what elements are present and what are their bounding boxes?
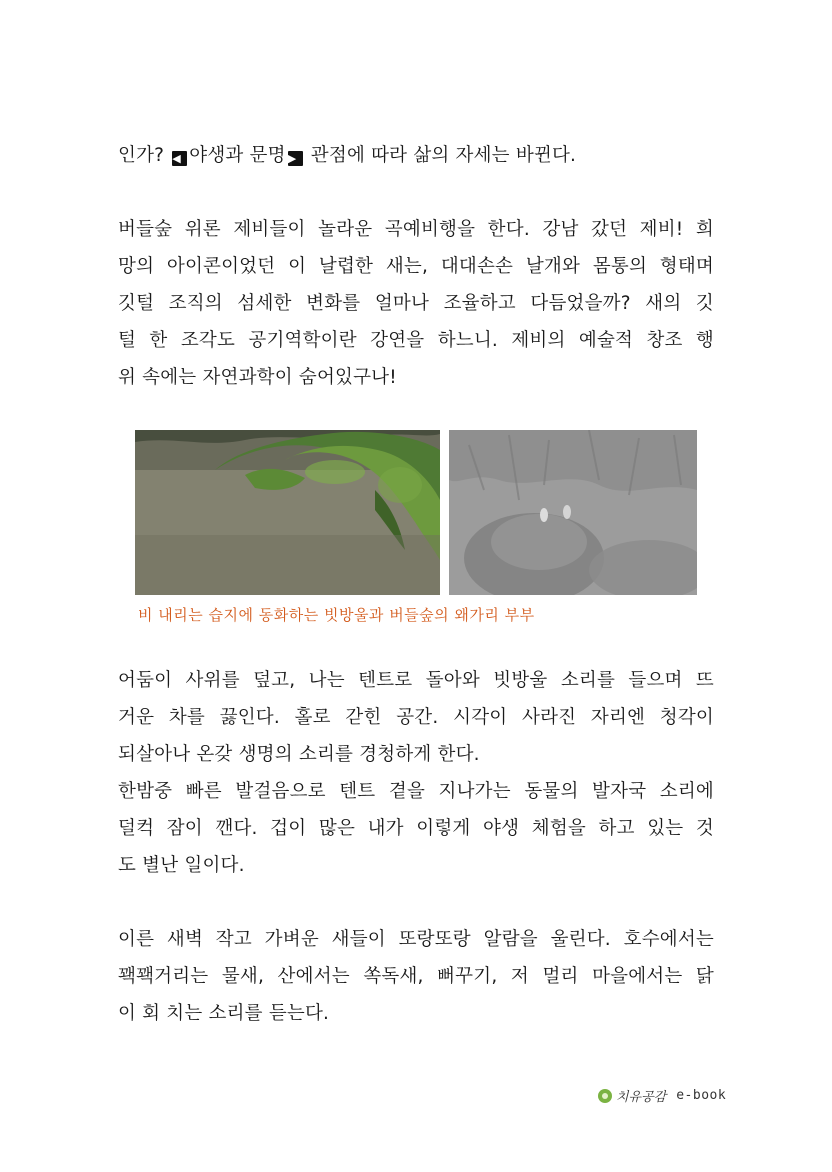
left-arrow-icon: ◀ (172, 151, 187, 166)
paragraph-line: 덜컥 잠이 깬다. 겁이 많은 내가 이렇게 야생 체험을 하고 있는 것 (118, 818, 714, 839)
paragraph-line: 한밤중 빠른 발걸음으로 텐트 곁을 지나가는 동물의 발자국 소리에 (118, 781, 714, 802)
paragraph-line: 꽥꽥거리는 물새, 산에서는 쏙독새, 뻐꾸기, 저 멀리 마을에서는 닭 (118, 966, 714, 987)
leaf-logo-icon (598, 1089, 612, 1103)
text-before: 인가? (118, 145, 165, 166)
text-emphasis: 야생과 문명 (189, 145, 286, 166)
paragraph-line: 위 속에는 자연과학이 숨어있구나! (118, 367, 397, 388)
paragraph-line: 버들숲 위론 제비들이 놀라운 곡예비행을 한다. 강남 갔던 제비! 희 (118, 219, 714, 240)
footer-ebook-label: e-book (676, 1088, 727, 1103)
paragraph-line: 깃털 조직의 섬세한 변화를 얼마나 조율하고 다듬었을까? 새의 깃 (118, 293, 714, 314)
paragraph-line: 도 별난 일이다. (118, 855, 245, 876)
paragraph-line: 이른 새벽 작고 가벼운 새들이 또랑또랑 알람을 울린다. 호수에서는 (118, 929, 714, 950)
paragraph-night-tent (118, 662, 714, 884)
page-footer (598, 1086, 726, 1105)
wetland-illustration (135, 430, 440, 595)
paragraph-line: 어둠이 사위를 덮고, 나는 텐트로 돌아와 빗방울 소리를 들으며 뜨 (118, 670, 714, 691)
text-after: 관점에 따라 삶의 자세는 바뀐다. (310, 145, 577, 166)
footer-brand: 치유공감 (616, 1090, 667, 1105)
photo-heron-couple-willow (449, 430, 697, 595)
paragraph-line: 이 회 치는 소리를 듣는다. (118, 1003, 330, 1024)
paragraph-swallows (118, 211, 714, 396)
figure-caption: 비 내리는 습지에 동화하는 빗방울과 버들숲의 왜가리 부부 (138, 606, 535, 624)
paragraph-line: 털 한 조각도 공기역학이란 강연을 하느니. 제비의 예술적 창조 행 (118, 330, 714, 351)
paragraph-line: 망의 아이콘이었던 이 날렵한 새는, 대대손손 날개와 몸통의 형태며 (118, 256, 714, 277)
photo-rainy-wetland (135, 430, 440, 595)
right-arrow-icon: ▶ (288, 151, 303, 166)
paragraph-intro-line (118, 137, 714, 174)
willow-illustration (449, 430, 697, 595)
paragraph-line (118, 137, 714, 174)
paragraph-dawn-birds (118, 921, 714, 1032)
paragraph-line: 되살아나 온갖 생명의 소리를 경청하게 한다. (118, 744, 480, 765)
paragraph-line: 거운 차를 끓인다. 홀로 갇힌 공간. 시각이 사라진 자리엔 청각이 (118, 707, 714, 728)
